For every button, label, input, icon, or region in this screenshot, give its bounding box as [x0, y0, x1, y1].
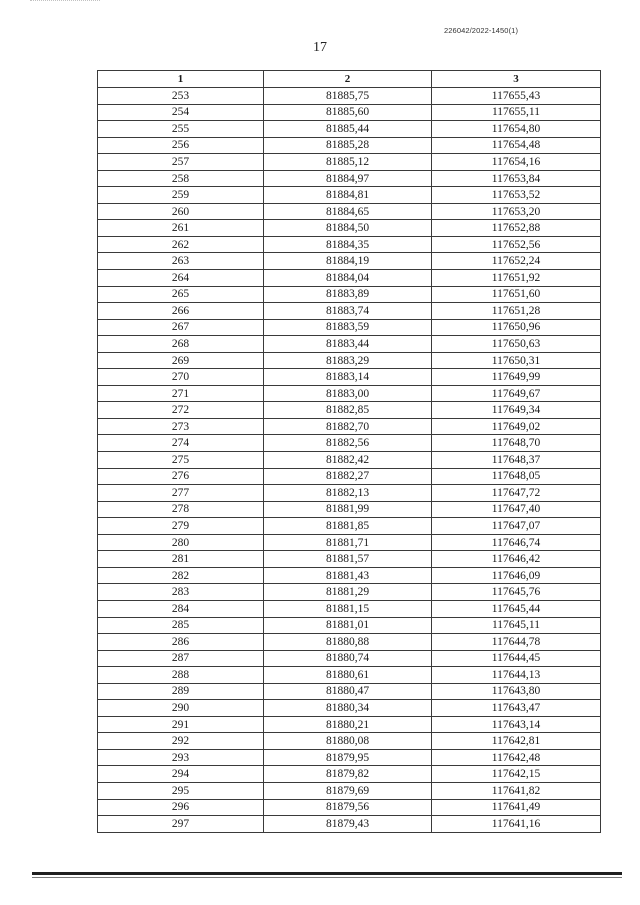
y-coordinate-cell: 117649,02: [432, 418, 601, 435]
point-number-cell: 262: [98, 236, 264, 253]
point-number-cell: 277: [98, 485, 264, 502]
table-row: [98, 203, 601, 220]
table-row: [98, 236, 601, 253]
point-number-cell: 261: [98, 220, 264, 237]
y-coordinate-cell: 117643,80: [432, 683, 601, 700]
x-coordinate-cell: 81882,27: [264, 468, 432, 485]
x-coordinate-cell: 81884,50: [264, 220, 432, 237]
x-coordinate-cell: 81881,01: [264, 617, 432, 634]
table-row: [98, 385, 601, 402]
x-coordinate-cell: 81884,65: [264, 203, 432, 220]
point-number-cell: 263: [98, 253, 264, 270]
y-coordinate-cell: 117643,47: [432, 700, 601, 717]
x-coordinate-cell: 81880,74: [264, 650, 432, 667]
footer-rule-thin: [32, 877, 622, 878]
table-row: [98, 733, 601, 750]
x-coordinate-cell: 81883,74: [264, 303, 432, 320]
table-row: [98, 220, 601, 237]
point-number-cell: 279: [98, 518, 264, 535]
table-row: [98, 749, 601, 766]
x-coordinate-cell: 81884,19: [264, 253, 432, 270]
footer-rule: [32, 872, 622, 875]
point-number-cell: 255: [98, 121, 264, 138]
y-coordinate-cell: 117644,45: [432, 650, 601, 667]
point-number-cell: 256: [98, 137, 264, 154]
table-row: [98, 634, 601, 651]
table-row: [98, 567, 601, 584]
x-coordinate-cell: 81885,60: [264, 104, 432, 121]
x-coordinate-cell: 81879,95: [264, 749, 432, 766]
x-coordinate-cell: 81879,43: [264, 816, 432, 833]
column-header-1: 1: [98, 71, 264, 88]
y-coordinate-cell: 117642,48: [432, 749, 601, 766]
point-number-cell: 274: [98, 435, 264, 452]
x-coordinate-cell: 81884,81: [264, 187, 432, 204]
point-number-cell: 268: [98, 336, 264, 353]
x-coordinate-cell: 81881,71: [264, 534, 432, 551]
table-row: [98, 816, 601, 833]
x-coordinate-cell: 81885,12: [264, 154, 432, 171]
point-number-cell: 289: [98, 683, 264, 700]
y-coordinate-cell: 117647,40: [432, 501, 601, 518]
y-coordinate-cell: 117649,67: [432, 385, 601, 402]
table-row: [98, 683, 601, 700]
point-number-cell: 288: [98, 667, 264, 684]
y-coordinate-cell: 117647,72: [432, 485, 601, 502]
x-coordinate-cell: 81882,85: [264, 402, 432, 419]
x-coordinate-cell: 81885,28: [264, 137, 432, 154]
x-coordinate-cell: 81879,69: [264, 782, 432, 799]
table-row: [98, 336, 601, 353]
y-coordinate-cell: 117650,31: [432, 352, 601, 369]
y-coordinate-cell: 117653,20: [432, 203, 601, 220]
table-row: [98, 468, 601, 485]
point-number-cell: 253: [98, 88, 264, 105]
y-coordinate-cell: 117645,44: [432, 600, 601, 617]
table-row: [98, 584, 601, 601]
scan-artifact: [30, 0, 100, 5]
table-row: [98, 402, 601, 419]
x-coordinate-cell: 81881,15: [264, 600, 432, 617]
table-body: [98, 88, 601, 833]
table-row: [98, 700, 601, 717]
document-reference: 226042/2022-1450(1): [444, 26, 519, 35]
table-row: [98, 319, 601, 336]
table-row: [98, 799, 601, 816]
header-row: [98, 71, 601, 88]
point-number-cell: 295: [98, 782, 264, 799]
x-coordinate-cell: 81881,43: [264, 567, 432, 584]
point-number-cell: 292: [98, 733, 264, 750]
y-coordinate-cell: 117651,60: [432, 286, 601, 303]
table-row: [98, 121, 601, 138]
table-row: [98, 352, 601, 369]
point-number-cell: 287: [98, 650, 264, 667]
y-coordinate-cell: 117641,49: [432, 799, 601, 816]
point-number-cell: 297: [98, 816, 264, 833]
y-coordinate-cell: 117648,70: [432, 435, 601, 452]
table-row: [98, 170, 601, 187]
point-number-cell: 284: [98, 600, 264, 617]
y-coordinate-cell: 117654,16: [432, 154, 601, 171]
table-row: [98, 270, 601, 287]
y-coordinate-cell: 117648,37: [432, 452, 601, 469]
point-number-cell: 290: [98, 700, 264, 717]
table-row: [98, 104, 601, 121]
y-coordinate-cell: 117644,78: [432, 634, 601, 651]
x-coordinate-cell: 81883,59: [264, 319, 432, 336]
table-row: [98, 782, 601, 799]
y-coordinate-cell: 117651,92: [432, 270, 601, 287]
y-coordinate-cell: 117653,52: [432, 187, 601, 204]
y-coordinate-cell: 117655,11: [432, 104, 601, 121]
x-coordinate-cell: 81883,14: [264, 369, 432, 386]
point-number-cell: 254: [98, 104, 264, 121]
y-coordinate-cell: 117649,99: [432, 369, 601, 386]
x-coordinate-cell: 81880,88: [264, 634, 432, 651]
table-row: [98, 303, 601, 320]
point-number-cell: 271: [98, 385, 264, 402]
point-number-cell: 283: [98, 584, 264, 601]
table-row: [98, 650, 601, 667]
x-coordinate-cell: 81883,89: [264, 286, 432, 303]
table-row: [98, 485, 601, 502]
x-coordinate-cell: 81879,82: [264, 766, 432, 783]
x-coordinate-cell: 81880,34: [264, 700, 432, 717]
y-coordinate-cell: 117654,48: [432, 137, 601, 154]
point-number-cell: 286: [98, 634, 264, 651]
point-number-cell: 270: [98, 369, 264, 386]
point-number-cell: 259: [98, 187, 264, 204]
y-coordinate-cell: 117641,16: [432, 816, 601, 833]
table-row: [98, 418, 601, 435]
point-number-cell: 267: [98, 319, 264, 336]
y-coordinate-cell: 117642,15: [432, 766, 601, 783]
page-number: 17: [313, 40, 327, 55]
point-number-cell: 265: [98, 286, 264, 303]
y-coordinate-cell: 117655,43: [432, 88, 601, 105]
table-header: [98, 71, 601, 88]
x-coordinate-cell: 81883,00: [264, 385, 432, 402]
y-coordinate-cell: 117644,13: [432, 667, 601, 684]
y-coordinate-cell: 117649,34: [432, 402, 601, 419]
y-coordinate-cell: 117646,42: [432, 551, 601, 568]
x-coordinate-cell: 81879,56: [264, 799, 432, 816]
x-coordinate-cell: 81881,29: [264, 584, 432, 601]
point-number-cell: 264: [98, 270, 264, 287]
column-header-2: 2: [264, 71, 432, 88]
x-coordinate-cell: 81882,42: [264, 452, 432, 469]
point-number-cell: 260: [98, 203, 264, 220]
point-number-cell: 266: [98, 303, 264, 320]
y-coordinate-cell: 117652,24: [432, 253, 601, 270]
point-number-cell: 269: [98, 352, 264, 369]
table-row: [98, 518, 601, 535]
x-coordinate-cell: 81883,29: [264, 352, 432, 369]
table-row: [98, 452, 601, 469]
point-number-cell: 280: [98, 534, 264, 551]
x-coordinate-cell: 81881,57: [264, 551, 432, 568]
table-row: [98, 369, 601, 386]
coordinates-table: [97, 70, 601, 833]
table-row: [98, 534, 601, 551]
y-coordinate-cell: 117652,56: [432, 236, 601, 253]
x-coordinate-cell: 81882,70: [264, 418, 432, 435]
table-row: [98, 551, 601, 568]
x-coordinate-cell: 81881,85: [264, 518, 432, 535]
point-number-cell: 293: [98, 749, 264, 766]
x-coordinate-cell: 81880,47: [264, 683, 432, 700]
table-row: [98, 667, 601, 684]
y-coordinate-cell: 117653,84: [432, 170, 601, 187]
table-row: [98, 253, 601, 270]
point-number-cell: 281: [98, 551, 264, 568]
x-coordinate-cell: 81885,75: [264, 88, 432, 105]
y-coordinate-cell: 117646,09: [432, 567, 601, 584]
y-coordinate-cell: 117646,74: [432, 534, 601, 551]
x-coordinate-cell: 81880,61: [264, 667, 432, 684]
column-header-3: 3: [432, 71, 601, 88]
x-coordinate-cell: 81881,99: [264, 501, 432, 518]
table-row: [98, 617, 601, 634]
x-coordinate-cell: 81882,56: [264, 435, 432, 452]
table-row: [98, 600, 601, 617]
point-number-cell: 282: [98, 567, 264, 584]
y-coordinate-cell: 117650,96: [432, 319, 601, 336]
table-row: [98, 88, 601, 105]
point-number-cell: 258: [98, 170, 264, 187]
x-coordinate-cell: 81882,13: [264, 485, 432, 502]
x-coordinate-cell: 81880,08: [264, 733, 432, 750]
y-coordinate-cell: 117645,11: [432, 617, 601, 634]
x-coordinate-cell: 81885,44: [264, 121, 432, 138]
y-coordinate-cell: 117654,80: [432, 121, 601, 138]
table-row: [98, 154, 601, 171]
y-coordinate-cell: 117643,14: [432, 716, 601, 733]
y-coordinate-cell: 117641,82: [432, 782, 601, 799]
point-number-cell: 276: [98, 468, 264, 485]
point-number-cell: 275: [98, 452, 264, 469]
point-number-cell: 257: [98, 154, 264, 171]
y-coordinate-cell: 117652,88: [432, 220, 601, 237]
table-row: [98, 137, 601, 154]
point-number-cell: 285: [98, 617, 264, 634]
x-coordinate-cell: 81884,04: [264, 270, 432, 287]
point-number-cell: 294: [98, 766, 264, 783]
x-coordinate-cell: 81883,44: [264, 336, 432, 353]
y-coordinate-cell: 117651,28: [432, 303, 601, 320]
y-coordinate-cell: 117648,05: [432, 468, 601, 485]
table-row: [98, 187, 601, 204]
table-row: [98, 435, 601, 452]
point-number-cell: 296: [98, 799, 264, 816]
x-coordinate-cell: 81884,35: [264, 236, 432, 253]
table-row: [98, 716, 601, 733]
y-coordinate-cell: 117647,07: [432, 518, 601, 535]
table-row: [98, 766, 601, 783]
x-coordinate-cell: 81884,97: [264, 170, 432, 187]
point-number-cell: 291: [98, 716, 264, 733]
table-row: [98, 501, 601, 518]
point-number-cell: 273: [98, 418, 264, 435]
y-coordinate-cell: 117645,76: [432, 584, 601, 601]
y-coordinate-cell: 117642,81: [432, 733, 601, 750]
table-row: [98, 286, 601, 303]
point-number-cell: 278: [98, 501, 264, 518]
x-coordinate-cell: 81880,21: [264, 716, 432, 733]
point-number-cell: 272: [98, 402, 264, 419]
y-coordinate-cell: 117650,63: [432, 336, 601, 353]
